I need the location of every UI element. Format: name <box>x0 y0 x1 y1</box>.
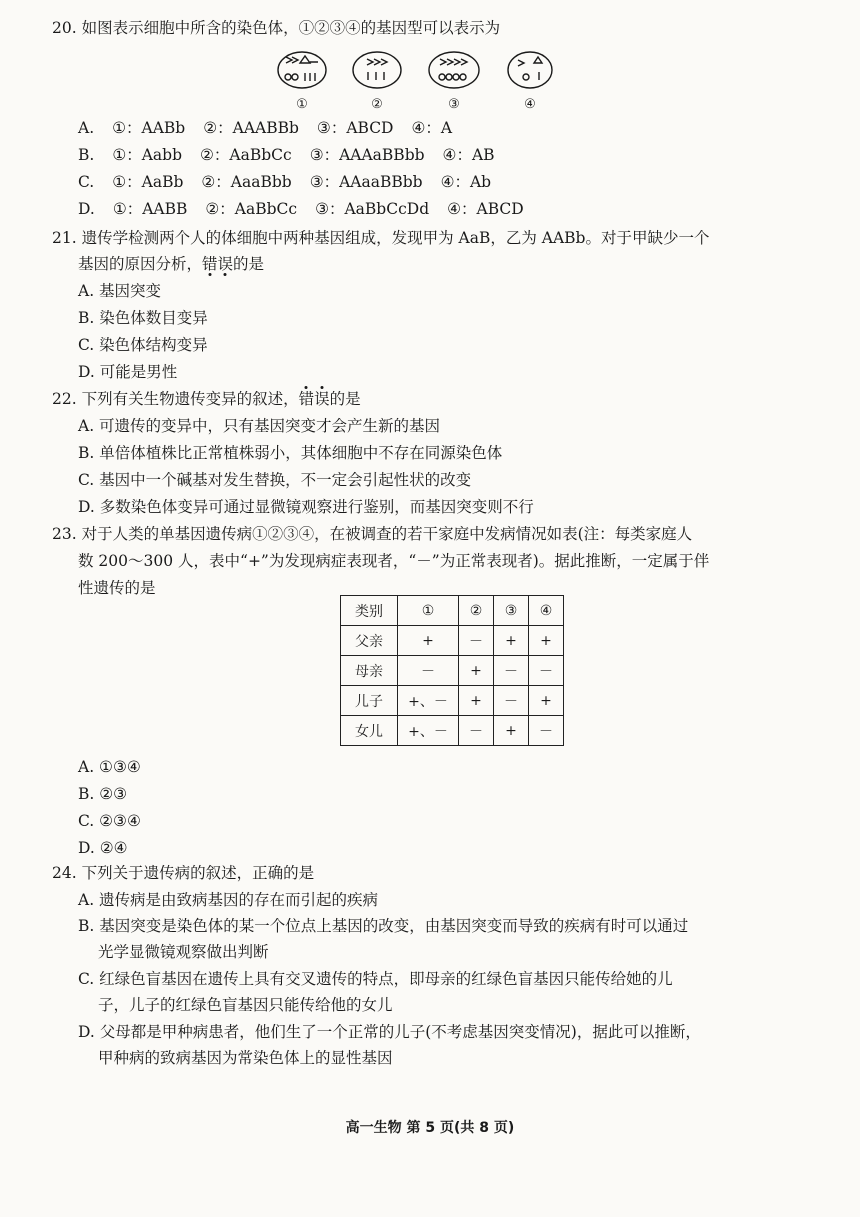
q22-option-d: D. 多数染色体变异可通过显微镜观察进行鉴别，而基因突变则不行 <box>78 498 534 516</box>
option-item: ④：ABCD <box>447 200 524 218</box>
q24-option-d: D. 父母都是甲种病患者，他们生了一个正常的儿子(不考虑基因突变情况)，据此可以推断， <box>78 1023 701 1041</box>
table-cell: － <box>494 656 529 686</box>
chromosome-diagram <box>272 50 572 112</box>
table-row <box>341 626 564 656</box>
q24-option-d-cont: 甲种病的致病基因为常染色体上的显性基因 <box>98 1049 393 1067</box>
q20-option-c <box>78 172 509 192</box>
stem-text: 的是 <box>329 390 361 408</box>
q20-option-b <box>78 145 513 165</box>
q21-stem-line2 <box>78 254 264 274</box>
option-letter: B. <box>78 146 95 164</box>
table-header-row <box>341 596 564 626</box>
q22-stem <box>52 389 361 409</box>
table-cell: 父亲 <box>341 626 398 656</box>
q21-option-c: C. 染色体结构变异 <box>78 336 208 354</box>
option-item: ③：AAaaBBbb <box>309 173 423 191</box>
option-item: ④：Ab <box>440 173 492 191</box>
option-item: ②：AaBbCc <box>200 146 292 164</box>
emphasis-char: 错 <box>298 390 315 408</box>
table-cell: + <box>529 686 564 716</box>
q22-option-c: C. 基因中一个碱基对发生替换，不一定会引起性状的改变 <box>78 471 472 489</box>
table-cell: － <box>494 686 529 716</box>
option-item: ①：AaBb <box>112 173 184 191</box>
figure-label-4: ④ <box>524 97 536 112</box>
q23-stem-line2: 数 200～300 人，表中“+”为发现病症表现者，“－”为正常表现者)。据此推断，一定属于伴 <box>78 552 710 570</box>
q22-option-a: A. 可遗传的变异中，只有基因突变才会产生新的基因 <box>78 417 441 435</box>
emphasis-char: 错 <box>202 255 218 273</box>
option-letter: A. <box>78 119 95 137</box>
table-cell: + <box>459 686 494 716</box>
table-cell: 女儿 <box>341 716 398 746</box>
figure-label-2: ② <box>371 97 383 112</box>
q20-option-d <box>78 199 542 219</box>
q21-option-d: D. 可能是男性 <box>78 363 178 381</box>
option-item: ①：AABB <box>112 200 188 218</box>
q23-option-c: C. ②③④ <box>78 812 141 830</box>
option-item: ③：AaBbCcDd <box>315 200 430 218</box>
q24-stem: 24. 下列关于遗传病的叙述，正确的是 <box>52 864 315 882</box>
table-row <box>341 686 564 716</box>
cell-2-chromosomes <box>367 59 387 80</box>
stem-text: 基因的原因分析， <box>78 255 203 273</box>
q23-option-a: A. ①③④ <box>78 758 141 776</box>
cell-1-outline <box>278 52 326 88</box>
option-item: ②：AaaBbb <box>201 173 292 191</box>
option-item: ④：AB <box>442 146 495 164</box>
emphasis-char: 误 <box>314 390 330 408</box>
option-item: ③：ABCD <box>316 119 394 137</box>
q21-option-b: B. 染色体数目变异 <box>78 309 208 327</box>
table-cell: 母亲 <box>341 656 398 686</box>
q24-option-c: C. 红绿色盲基因在遗传上具有交叉遗传的特点，即母亲的红绿色盲基因只能传给她的儿 <box>78 970 673 988</box>
table-cell: － <box>459 716 494 746</box>
cell-4-chromosomes <box>518 57 542 80</box>
table-cell: +、－ <box>398 686 459 716</box>
option-item: ②：AaBbCc <box>205 200 298 218</box>
table-cell: － <box>529 716 564 746</box>
table-cell: + <box>494 626 529 656</box>
stem-text: 22. 下列有关生物遗传变异的叙述， <box>52 390 299 408</box>
cell-3-chromosomes <box>440 59 467 65</box>
q21-option-a: A. 基因突变 <box>78 282 162 300</box>
option-item: ②：AAABBb <box>203 119 299 137</box>
figure-label-1: ① <box>296 97 308 112</box>
table-cell: + <box>459 656 494 686</box>
q23-stem-line1: 23. 对于人类的单基因遗传病①②③④，在被调查的若干家庭中发病情况如表(注：每类家庭人 <box>52 525 693 543</box>
option-item: ③：AAAaBBbb <box>309 146 425 164</box>
table-cell: +、－ <box>398 716 459 746</box>
q20-stem: 20. 如图表示细胞中所含的染色体，①②③④的基因型可以表示为 <box>52 19 501 37</box>
emphasis-char: 误 <box>217 255 234 273</box>
table-header-cell: ③ <box>494 596 529 626</box>
cell-3-outline <box>429 52 479 88</box>
q23-option-b: B. ②③ <box>78 785 128 803</box>
table-header-cell: ④ <box>529 596 564 626</box>
table-header-cell: ② <box>459 596 494 626</box>
table-cell: + <box>398 626 459 656</box>
table-row <box>341 656 564 686</box>
q23-option-d: D. ②④ <box>78 839 128 857</box>
table-cell: － <box>459 626 494 656</box>
stem-text: 的是 <box>233 255 265 273</box>
q21-stem-line1: 21. 遗传学检测两个人的体细胞中两种基因组成，发现甲为 AaB，乙为 AABb。对于甲缺少一个 <box>52 229 710 247</box>
table-cell: － <box>529 656 564 686</box>
q24-option-b: B. 基因突变是染色体的某一个位点上基因的改变，由基因突变而导致的疾病有时可以通过 <box>78 917 689 935</box>
cell-4-outline <box>508 52 552 88</box>
chromosome-figure <box>272 50 572 112</box>
cell-1-chromosomes <box>286 56 318 63</box>
cell-2-outline <box>353 52 401 88</box>
option-letter: D. <box>78 200 95 218</box>
option-letter: C. <box>78 173 95 191</box>
table-cell: + <box>494 716 529 746</box>
figure-label-3: ③ <box>448 97 460 112</box>
table-header-cell: ① <box>398 596 459 626</box>
q23-stem-line3: 性遗传的是 <box>78 579 156 597</box>
q24-option-c-cont: 子，儿子的红绿色盲基因只能传给他的女儿 <box>98 996 393 1014</box>
table-header-cell: 类别 <box>341 596 398 626</box>
option-item: ④：A <box>411 119 453 137</box>
q24-option-a: A. 遗传病是由致病基因的存在而引起的疾病 <box>78 891 379 909</box>
table-cell: + <box>529 626 564 656</box>
inheritance-table <box>340 595 564 746</box>
table-row <box>341 716 564 746</box>
q22-option-b: B. 单倍体植株比正常植株弱小，其体细胞中不存在同源染色体 <box>78 444 503 462</box>
table-cell: － <box>398 656 459 686</box>
q20-option-a <box>78 118 470 138</box>
page-footer: 高一生物 第 5 页(共 8 页) <box>345 1120 515 1136</box>
option-item: ①：Aabb <box>112 146 183 164</box>
table-cell: 儿子 <box>341 686 398 716</box>
q24-option-b-cont: 光学显微镜观察做出判断 <box>98 943 269 961</box>
option-item: ①：AABb <box>112 119 186 137</box>
